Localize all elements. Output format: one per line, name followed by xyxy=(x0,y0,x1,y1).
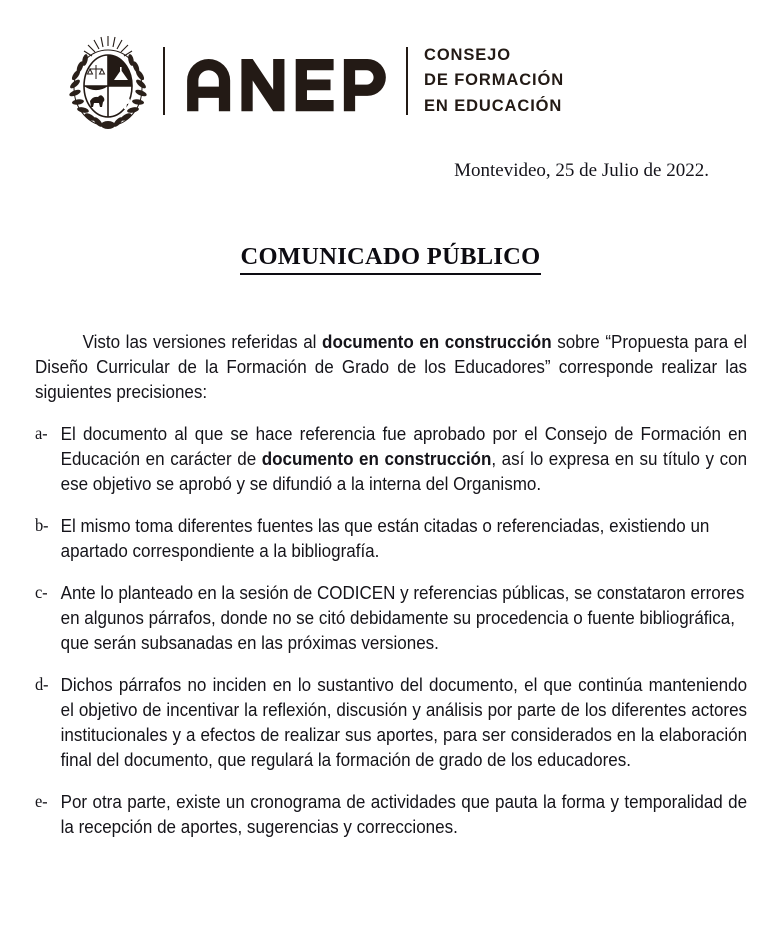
clause-text: Ante lo planteado en la sesión de CODICEN y referencias públicas, se constataron errores en algunos párrafos, donde no se citó debidamente su procedencia o fuente bibliográfica, que serán subsanadas en las próximas versiones. xyxy=(60,581,745,653)
clause-text-1: El documento al que se hace referencia fue aprobado por el Consejo de Formación en Educación en carácter de xyxy=(60,422,748,469)
clause-list xyxy=(35,421,747,839)
clause-text-2: , así lo expresa en su título y con ese objetivo se aprobó y se difundió a la interna del Organismo. xyxy=(60,447,748,494)
list-item xyxy=(35,672,747,772)
letterhead-subtitle xyxy=(424,43,564,118)
document-body xyxy=(35,330,747,839)
clause-marker: e- xyxy=(35,790,48,811)
clause-marker: a- xyxy=(35,422,48,443)
letterhead xyxy=(0,26,781,136)
list-item xyxy=(35,421,747,496)
anep-wordmark xyxy=(182,50,392,112)
dateline: Montevideo, 25 de Julio de 2022. xyxy=(454,160,709,181)
clause-text: Por otra parte, existe un cronograma de actividades que pauta la forma y temporalidad de la recepción de aportes, sugerencias y correcciones. xyxy=(60,790,748,837)
clause-text: El mismo toma diferentes fuentes las que están citadas o referenciadas, existiendo un apartado correspondiente a la bibliografía. xyxy=(60,514,710,561)
list-item xyxy=(35,789,747,839)
clause-marker: b- xyxy=(35,514,49,535)
logo-divider-left xyxy=(163,47,165,115)
page-title xyxy=(0,243,781,271)
logo-divider-right xyxy=(406,47,408,115)
intro-text-1: Visto las versiones referidas al xyxy=(82,331,323,352)
clause-marker: c- xyxy=(35,581,48,602)
clause-bold-1: documento en construcción xyxy=(261,447,492,469)
letterhead-subtitle-line-3: EN EDUCACIÓN xyxy=(424,96,563,115)
intro-text-2: sobre “Propuesta para el Diseño Curricular de la Formación de Grado de los Educadores” corresponde realizar las siguientes precisiones: xyxy=(35,331,748,402)
list-item xyxy=(35,580,747,655)
clause-text xyxy=(61,421,747,496)
uruguay-coat-of-arms-icon xyxy=(66,31,150,131)
letterhead-subtitle-line-2: DE FORMACIÓN xyxy=(424,71,565,90)
page-title-text: COMUNICADO PÚBLICO xyxy=(240,243,540,275)
clause-marker: d- xyxy=(35,673,49,694)
clause-text: Dichos párrafos no inciden en lo sustantivo del documento, el que continúa manteniendo el objetivo de incentivar la reflexión, discusión y análisis por parte de los diferentes actores institucionales y a efectos de realizar sus aportes, para ser considerados en la elaboración final del documento, que regulará la formación de grado de los educadores. xyxy=(60,673,748,770)
intro-paragraph xyxy=(35,330,747,405)
letterhead-subtitle-line-1: CONSEJO xyxy=(424,46,511,65)
list-item xyxy=(35,513,747,563)
intro-bold-1: documento en construcción xyxy=(322,331,552,352)
